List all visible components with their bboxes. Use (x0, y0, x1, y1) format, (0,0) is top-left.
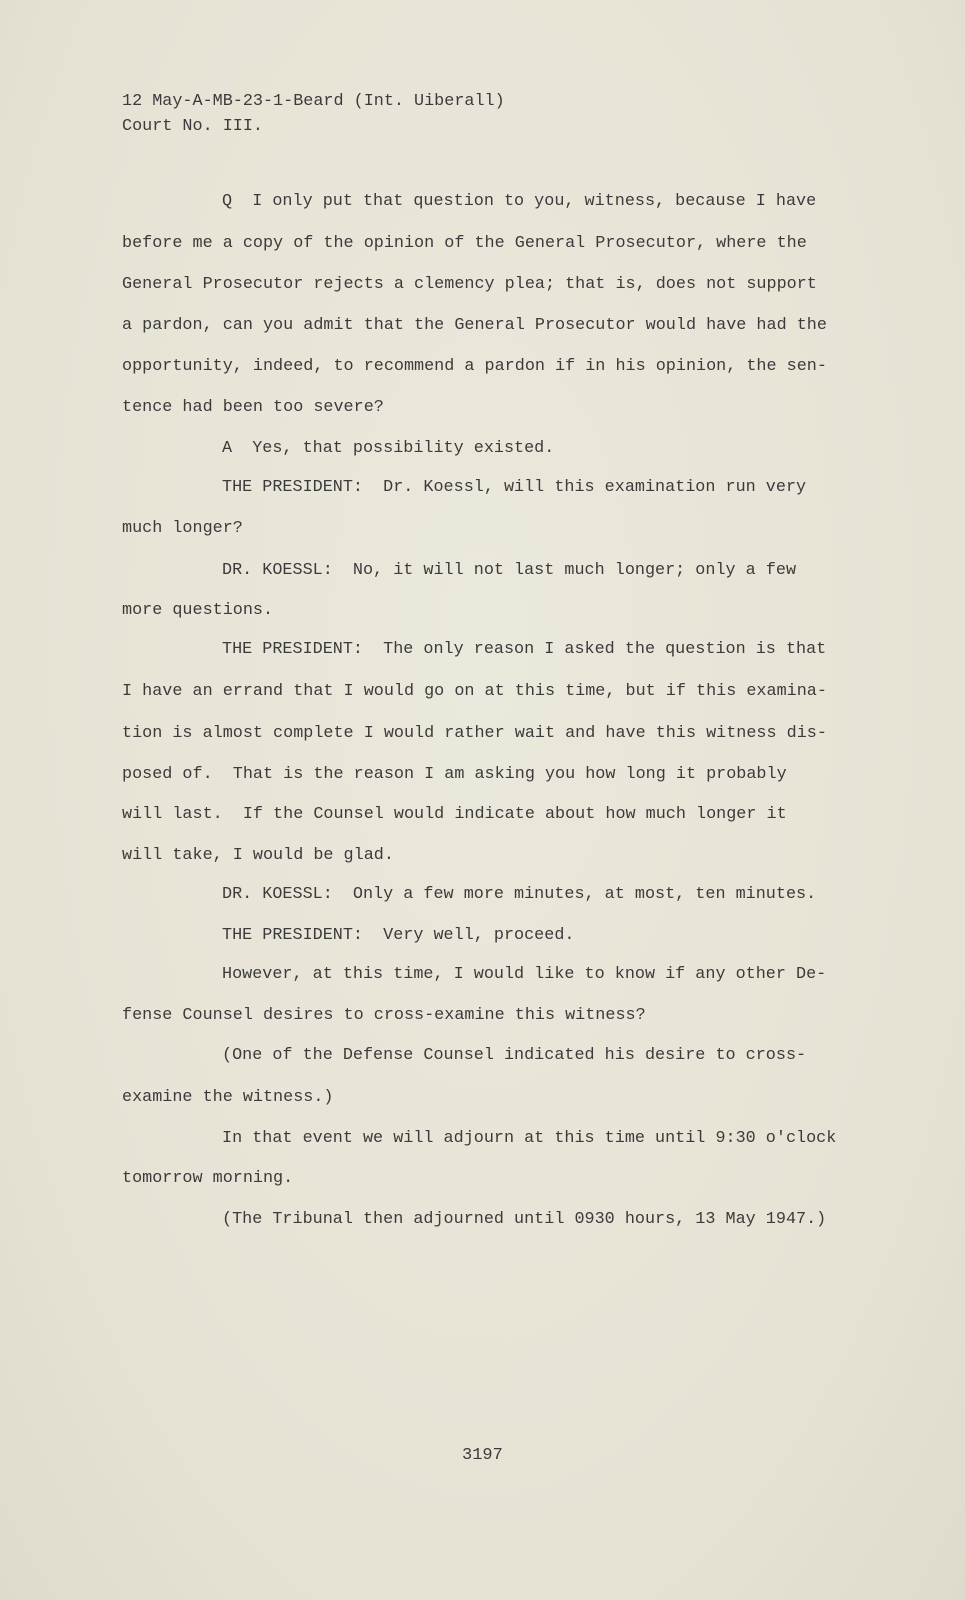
text-line: THE PRESIDENT: The only reason I asked the question is that (222, 640, 827, 659)
header-reference: 12 May-A-MB-23-1-Beard (Int. Uiberall) (122, 92, 505, 111)
text-line: posed of. That is the reason I am asking you how long it probably (122, 765, 787, 784)
text-line: General Prosecutor rejects a clemency plea; that is, does not support (122, 275, 817, 294)
text-line: much longer? (122, 519, 243, 538)
header-court: Court No. III. (122, 117, 263, 136)
text-line: examine the witness.) (122, 1088, 334, 1107)
text-line: before me a copy of the opinion of the General Prosecutor, where the (122, 234, 807, 253)
text-line: tomorrow morning. (122, 1169, 294, 1188)
text-line: I have an errand that I would go on at this time, but if this examina- (122, 682, 827, 701)
page-number: 3197 (462, 1446, 503, 1465)
text-line: (One of the Defense Counsel indicated his desire to cross- (222, 1046, 807, 1065)
text-line: fense Counsel desires to cross-examine this witness? (122, 1006, 646, 1025)
text-line: tion is almost complete I would rather wait and have this witness dis- (122, 724, 827, 743)
text-line: However, at this time, I would like to know if any other De- (222, 965, 827, 984)
text-line: (The Tribunal then adjourned until 0930 hours, 13 May 1947.) (222, 1210, 827, 1229)
text-line: A Yes, that possibility existed. (222, 439, 555, 458)
text-line: more questions. (122, 601, 274, 620)
text-line: THE PRESIDENT: Dr. Koessl, will this examination run very (222, 478, 807, 497)
text-line: a pardon, can you admit that the General Prosecutor would have had the (122, 316, 827, 335)
text-line: opportunity, indeed, to recommend a pardon if in his opinion, the sen- (122, 357, 827, 376)
text-line: DR. KOESSL: Only a few more minutes, at most, ten minutes. (222, 885, 817, 904)
text-line: tence had been too severe? (122, 398, 384, 417)
text-line: THE PRESIDENT: Very well, proceed. (222, 926, 575, 945)
text-line: Q I only put that question to you, witness, because I have (222, 192, 817, 211)
text-line: will last. If the Counsel would indicate about how much longer it (122, 805, 787, 824)
text-line: In that event we will adjourn at this time until 9:30 o'clock (222, 1129, 837, 1148)
text-line: DR. KOESSL: No, it will not last much longer; only a few (222, 561, 797, 580)
text-line: will take, I would be glad. (122, 846, 394, 865)
